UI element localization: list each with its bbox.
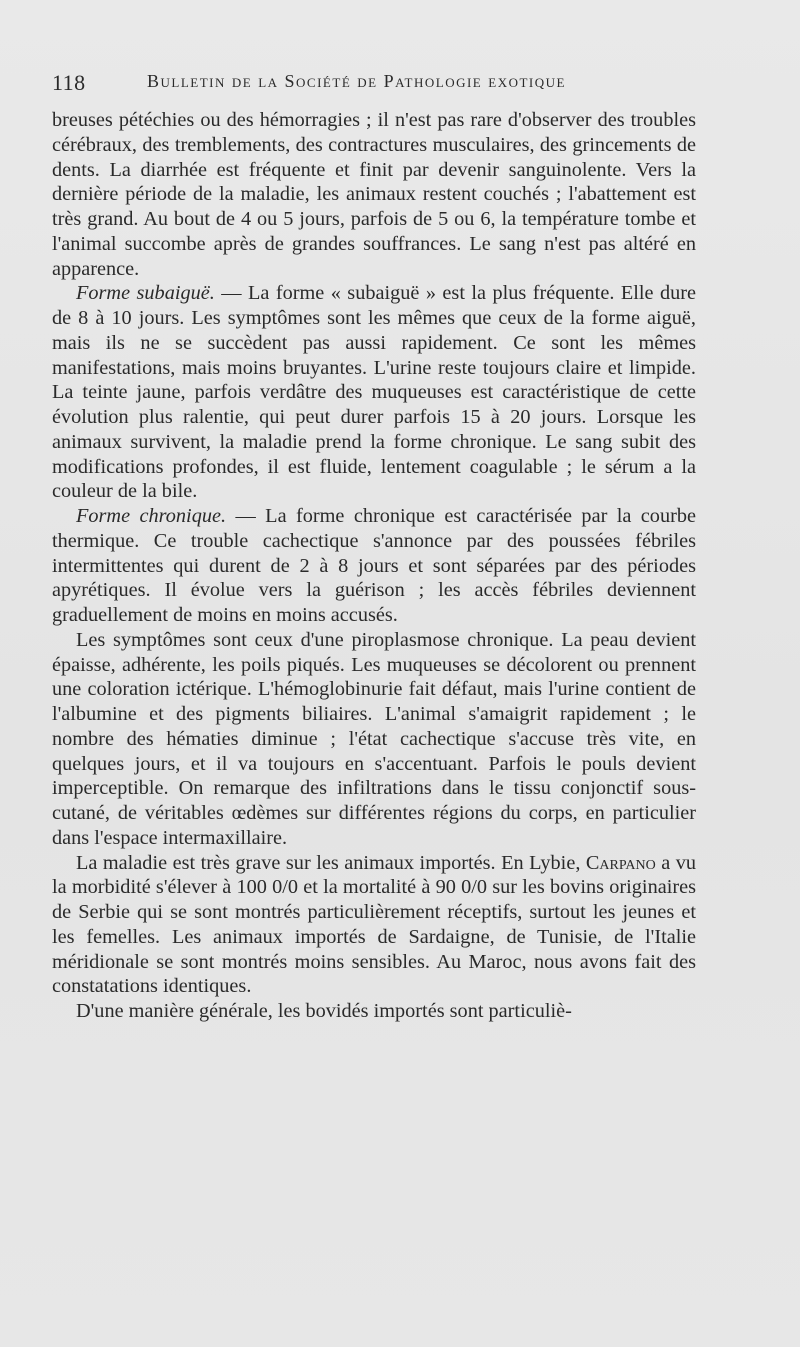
- paragraph-bovides: [52, 999, 696, 1024]
- section-lead: Forme subaiguë.: [76, 282, 215, 305]
- paragraph-symptomes: [52, 628, 696, 851]
- paragraph-text: La maladie est très grave sur les animaux importés. En Lybie,: [76, 851, 586, 874]
- running-title: Bulletin de la Société de Pathologie exotique: [147, 71, 566, 91]
- page-header: [52, 70, 752, 100]
- paragraph-text: — La forme « subaiguë » est la plus fréquente. Elle dure de 8 à 10 jours. Les symptômes sont les mêmes que ceux de la forme aiguë, mais ils ne se succèdent pas aussi rapidement. Ce sont les mêmes manifestations, mais moins bruyantes. L'urine reste toujours claire et limpide. La teinte jaune, parfois verdâtre des muqueuses est caractéristique de cette évolution plus ralentie, qui peut durer parfois 15 à 20 jours. Lorsque les animaux survivent, la maladie prend la forme chronique. Le sang subit des modifications profondes, il est fluide, lentement coagulable ; le sérum a la couleur de la bile.: [52, 282, 696, 503]
- body-text: [52, 108, 696, 1024]
- paragraph-text: Les symptômes sont ceux d'une piroplasmose chronique. La peau devient épaisse, adhérente, les poils piqués. Les muqueuses se décolorent ou prennent une coloration ictérique. L'hémoglobinurie fait défaut, mais l'urine contient de l'albumine et des pigments biliaires. L'animal s'amaigrit rapidement ; le nombre des hématies diminue ; l'état cachectique s'accuse très vite, en quelques jours, et il va toujours en s'accentuant. Parfois le pouls devient imperceptible. On remarque des infiltrations dans le tissu conjonctif sous-cutané, de véritables œdèmes sur différentes régions du corps, en particulier dans l'espace intermaxillaire.: [52, 628, 696, 849]
- paragraph-forme-chronique: [52, 504, 696, 628]
- paragraph-continued: [52, 108, 696, 281]
- author-name: Carpano: [585, 851, 656, 874]
- paragraph-text: breuses pétéchies ou des hémorragies ; il n'est pas rare d'observer des troubles cérébraux, des tremblements, des contractures musculaires, des grincements de dents. La diarrhée est fréquente et finit par devenir sanguinolente. Vers la dernière période de la maladie, les animaux restent couchés ; l'abattement est très grand. Au bout de 4 ou 5 jours, parfois de 5 ou 6, la température tombe et l'animal succombe après de grandes souffrances. Le sang n'est pas altéré en apparence.: [52, 109, 696, 280]
- paragraph-text: D'une manière générale, les bovidés importés sont particuliè-: [76, 1000, 572, 1022]
- section-lead: Forme chronique.: [76, 505, 227, 527]
- page-number: 118: [52, 70, 86, 95]
- paragraph-gravite: [52, 851, 696, 1000]
- paragraph-forme-subaigue: [52, 281, 696, 504]
- paragraph-text: — La forme chronique est caractérisée par la courbe thermique. Ce trouble cachectique s'annonce par des poussées fébriles intermittentes qui durent de 2 à 8 jours et sont séparées par des périodes apyrétiques. Il évolue vers la guérison ; les accès fébriles deviennent graduellement de moins en moins accusés.: [52, 505, 696, 626]
- paragraph-text: a vu la morbidité s'élever à 100 0/0 et la mortalité à 90 0/0 sur les bovins originaires de Serbie qui se sont montrés particulièrement réceptifs, surtout les jeunes et les femelles. Les animaux importés de Sardaigne, de Tunisie, de l'Italie méridionale se sont montrés moins sensibles. Au Maroc, nous avons fait des constatations identiques.: [52, 851, 696, 998]
